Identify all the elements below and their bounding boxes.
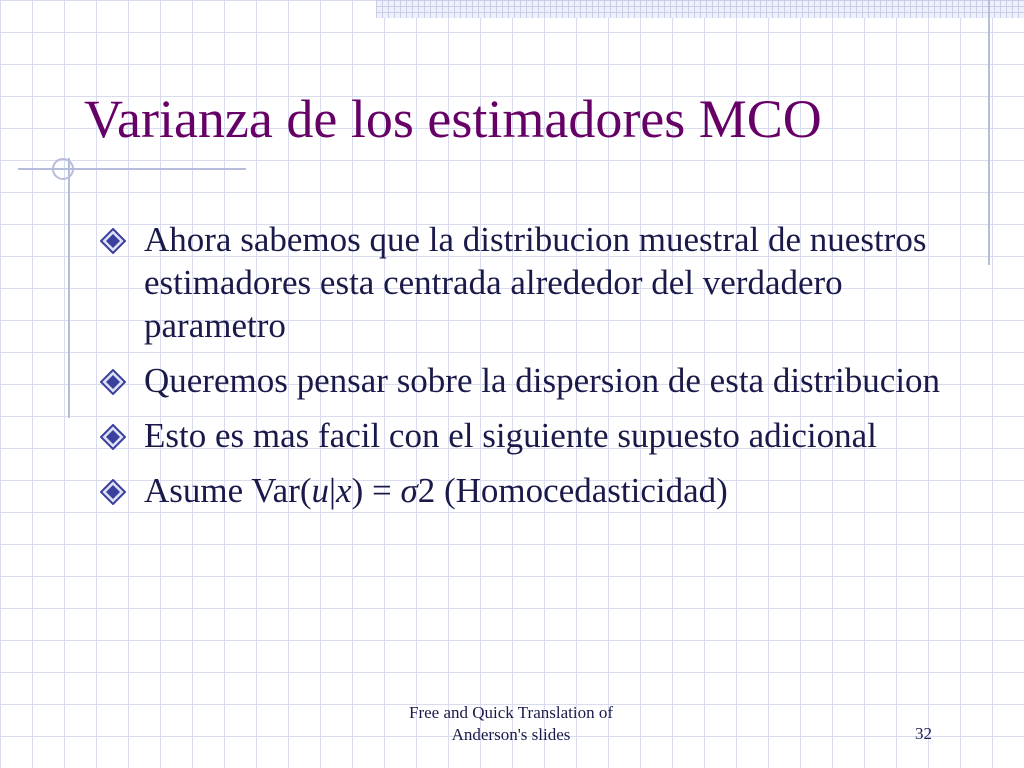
- decorative-vertical-line-left: [68, 158, 70, 418]
- math-power: 2: [417, 471, 436, 510]
- diamond-bullet-icon: [100, 424, 126, 450]
- bullet-list: [96, 218, 976, 524]
- bullet-text: Esto es mas facil con el siguiente supuesto adicional: [144, 416, 877, 455]
- bullet-text: Queremos pensar sobre la dispersion de esta distribucion: [144, 361, 941, 400]
- decorative-circle: [52, 158, 74, 180]
- bullet-text: Ahora sabemos que la distribucion muestral de nuestros estimadores esta centrada alrededor del verdadero parametro: [144, 220, 927, 345]
- bullet-item: [96, 414, 976, 457]
- diamond-bullet-icon: [100, 228, 126, 254]
- footer-line-1: Free and Quick Translation of: [409, 703, 613, 722]
- math-variable-u: u: [311, 471, 330, 510]
- math-equals: ) =: [351, 471, 401, 510]
- assumption-suffix: (Homocedasticidad): [435, 471, 728, 510]
- bullet-item-assumption: [96, 469, 976, 512]
- bullet-item: [96, 359, 976, 402]
- math-variable-x: x: [336, 471, 352, 510]
- diamond-bullet-icon: [100, 479, 126, 505]
- diamond-bullet-icon: [100, 369, 126, 395]
- footer-credit: [380, 702, 642, 746]
- math-sigma: σ: [400, 471, 418, 510]
- decorative-vertical-line-right: [988, 0, 990, 265]
- assumption-prefix: Asume Var(: [144, 471, 312, 510]
- math-conditional-bar: |: [329, 471, 337, 510]
- footer-line-2: Anderson's slides: [451, 725, 571, 744]
- top-decorative-band: [376, 0, 1024, 18]
- bullet-item: [96, 218, 976, 347]
- slide-title: Varianza de los estimadores MCO: [84, 89, 822, 149]
- slide-page-number: 32: [915, 724, 932, 743]
